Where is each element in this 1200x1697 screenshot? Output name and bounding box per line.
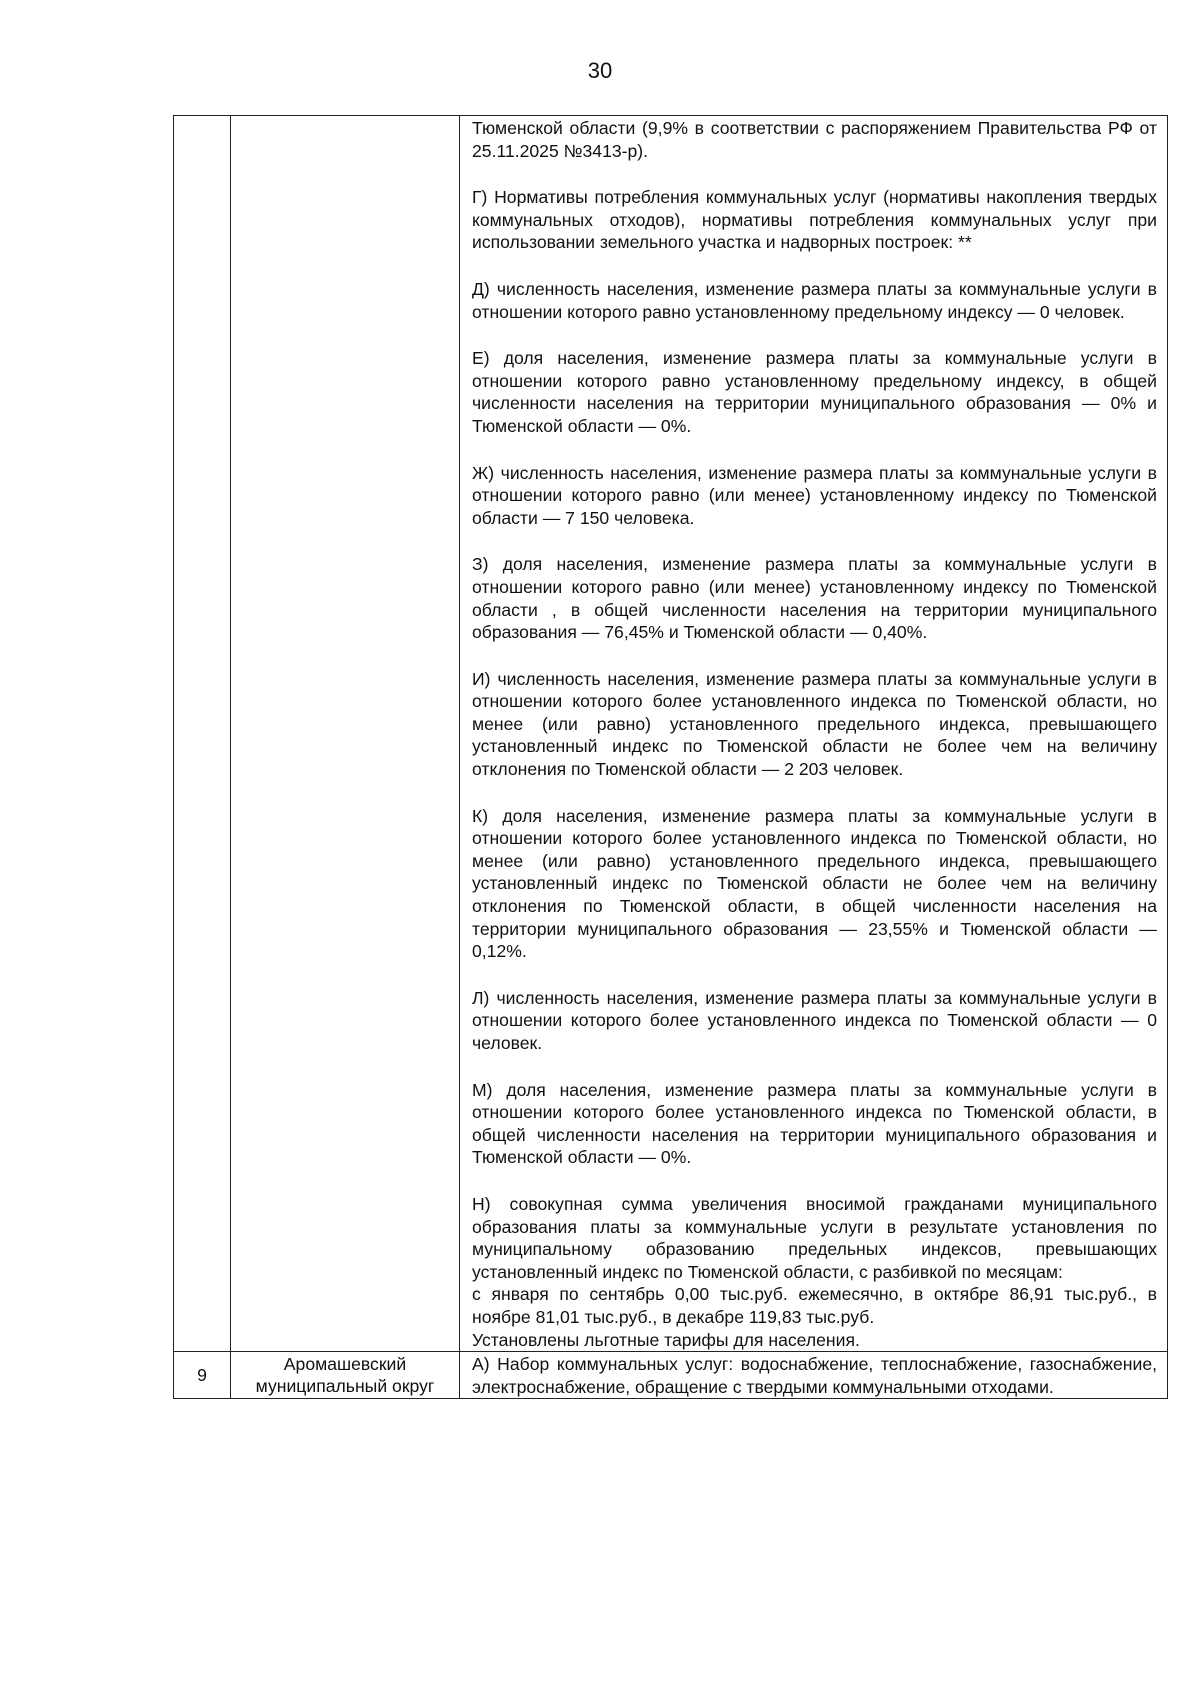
table-row-9 [174,1352,1168,1399]
paragraph-n [472,1193,1157,1351]
municipality-name-line1: Аромашевский [283,1353,407,1374]
paragraph-d: Д) численность населения, изменение размера платы за коммунальные услуги в отношении которого равно установленному предельному индексу — 0 человек. [472,278,1157,322]
paragraph-zh: Ж) численность населения, изменение размера платы за коммунальные услуги в отношении которого равно (или менее) установленному индексу по Тюменской области — 7 150 человека. [472,462,1157,528]
municipality-name-cell [231,116,460,1352]
row-number-cell [174,116,231,1352]
paragraph-m: М) доля населения, изменение размера платы за коммунальные услуги в отношении которого более установленного индекса по Тюменской области, в общей численности населения на территории муниципального образования и Тюменской области — 0%. [472,1079,1157,1168]
paragraph-n-lead: Н) совокупная сумма увеличения вносимой гражданами муниципального образования платы за коммунальные услуги в результате установления по муниципальному образованию предельных индексов, превышающих установленный индекс по Тюменской области, с разбивкой по месяцам: [472,1193,1157,1282]
services-table [173,115,1168,1399]
municipality-name-cell [231,1352,460,1399]
paragraph-i: И) численность населения, изменение размера платы за коммунальные услуги в отношении которого более установленного индекса по Тюменской области, но менее (или равно) установленного предельного индекса, превышающего установленный индекс по Тюменской области не более чем на величину отклонения по Тюменской области — 2 203 человек. [472,668,1157,780]
municipality-name-line2: муниципальный округ [255,1376,435,1397]
table-row-continued [174,116,1168,1352]
paragraph-n-months: с января по сентябрь 0,00 тыс.руб. ежемесячно, в октябре 86,91 тыс.руб., в ноябре 81,01 тыс.руб., в декабре 119,83 тыс.руб. [472,1284,1157,1327]
page-number: 30 [587,58,613,83]
description-cell [460,116,1168,1352]
row-number-cell: 9 [174,1352,231,1399]
paragraph-g: Г) Нормативы потребления коммунальных услуг (нормативы накопления твердых коммунальных отходов), нормативы потребления коммунальных услуг при использовании земельного участка и надворных построек: ** [472,187,1157,253]
paragraph-k: К) доля населения, изменение размера платы за коммунальные услуги в отношении которого более установленного индекса по Тюменской области, но менее (или равно) установленного предельного индекса, превышающего установленный индекс по Тюменской области не более чем на величину отклонения по Тюменской области, в общей численности населения на территории муниципального образования — 23,55% и Тюменской области — 0,12%. [472,805,1157,962]
description-cell: А) Набор коммунальных услуг: водоснабжение, теплоснабжение, газоснабжение, электроснабжение, обращение с твердыми коммунальными отходами. [460,1352,1168,1399]
paragraph-l: Л) численность населения, изменение размера платы за коммунальные услуги в отношении которого более установленного индекса по Тюменской области — 0 человек. [472,987,1157,1053]
paragraph-e: Е) доля населения, изменение размера платы за коммунальные услуги в отношении которого равно установленному предельному индексу, в общей численности населения на территории муниципального образования — 0% и Тюменской области — 0%. [472,348,1157,436]
paragraph-v-tail: Тюменской области (9,9% в соответствии с распоряжением Правительства РФ от 25.11.2025 №3413-р). [472,118,1157,161]
paragraph-n-note: Установлены льготные тарифы для населения. [472,1329,860,1350]
paragraph-z: З) доля населения, изменение размера платы за коммунальные услуги в отношении которого равно (или менее) установленному индексу по Тюменской области , в общей численности населения на территории муниципального образования — 76,45% и Тюменской области — 0,40%. [472,554,1157,643]
